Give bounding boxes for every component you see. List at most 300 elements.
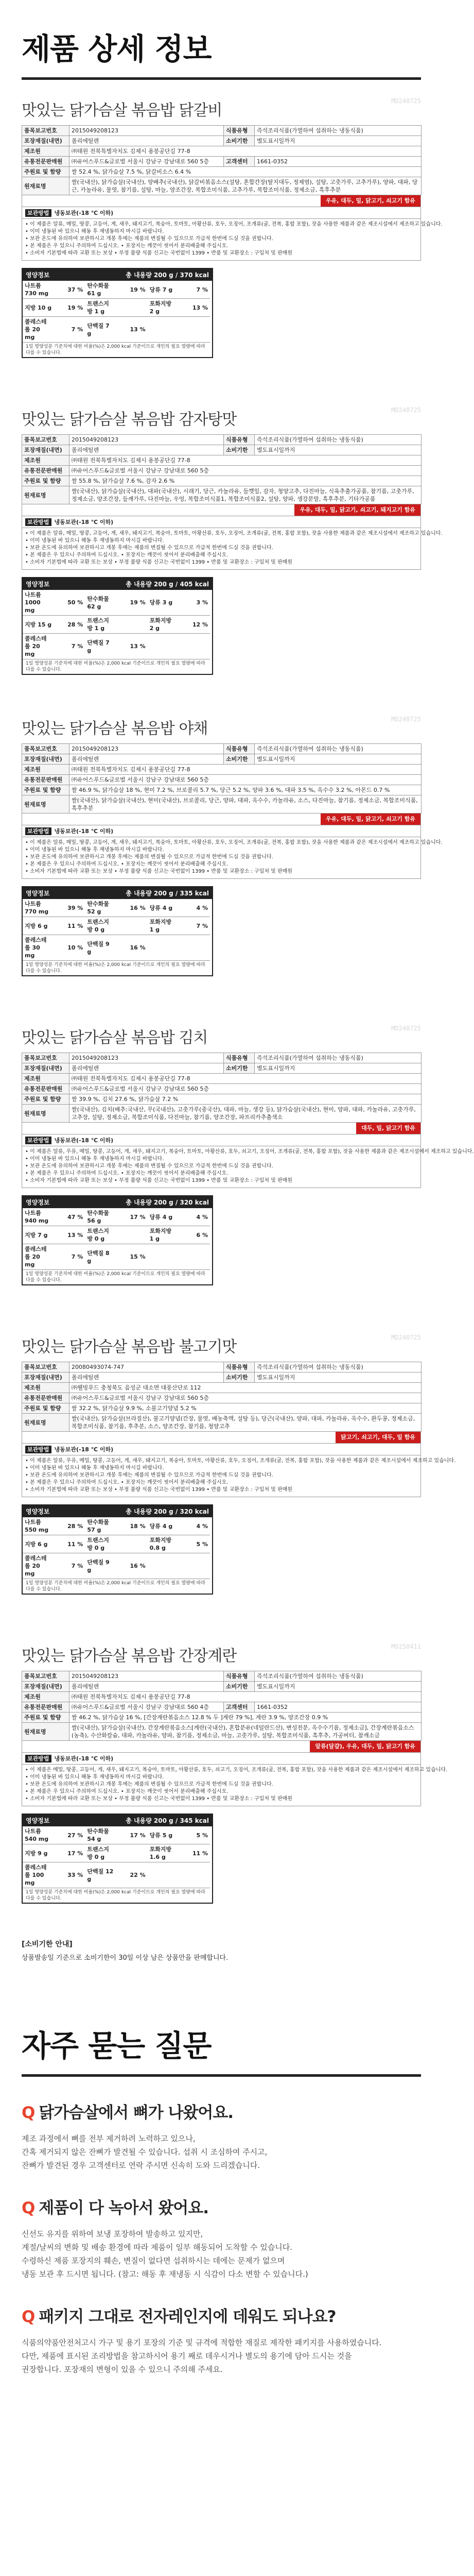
product-section (22, 698, 443, 1007)
info-value: 쌀 32.2 %, 닭가슴살 9.9 %, 소불고기양념 5.2 % (69, 1403, 422, 1414)
info-label: 품목보고번호 (22, 435, 69, 445)
top-bar (0, 0, 443, 11)
sale-info-title: [소비기한 안내] (22, 1940, 73, 1948)
nutrient-percent: 11 % (54, 1535, 85, 1553)
info-value: 2015049208123 (69, 126, 224, 136)
notice-item: • 이미 냉동된 바 있으니 해동 후 재냉동하지 마시길 바랍니다. (25, 1465, 164, 1471)
info-label: 포장재질(내면) (22, 1372, 69, 1383)
info-label: 제조원 (22, 146, 69, 157)
info-row (22, 1682, 422, 1692)
q-icon: Q (22, 2308, 35, 2326)
info-value: 쌀(국내산), 김치(배추:국내산, 무(국내산), 고춧가루(중국산), 대파, 마늘, 생강 등), 닭가슴살(국내산), 현미, 양파, 대파, 카놀라유, 고춧가루, 고추장, 설탕, 정제소금, 복합조미식품, 다진마늘, 참기름, 양조간장, 파프리카추출색소 (69, 1105, 422, 1123)
info-label: 포장재질(내면) (22, 136, 69, 146)
allergy-badge: 알류(달걀), 우유, 대두, 밀, 닭고기 함유 (310, 1741, 420, 1752)
info-label: 제조원 (22, 1383, 69, 1393)
notice-item: • 소비자 기본법에 따라 교환 또는 보상 • 부정 불량 식품 신고는 국번없이 1399 • 반품 및 교환장소 : 구입처 및 판매원 (25, 1796, 292, 1802)
faq-answer-line: 다만, 제품에 표시된 조리방법을 참고하시어 용기 째로 데우시거나 별도의 용기에 담아 드시는 것을 (22, 2351, 352, 2361)
nutrient-percent: 17 % (54, 1844, 85, 1862)
info-value: 폴리에틸렌 (69, 1682, 224, 1692)
nutrition-row (23, 1517, 210, 1535)
info-value: ㈜유어스푸드&글로벌 서울시 강남구 강남대로 560 5층 (69, 775, 422, 785)
info-label: 품목보고번호 (22, 1053, 69, 1063)
nutrient-name: 콜레스테롤 20 mg (23, 1553, 54, 1579)
sale-info-text: 상품발송일 기준으로 소비기한이 30일 이상 남은 상품만을 판매합니다. (22, 1954, 229, 1962)
nutrition-panel (22, 886, 213, 976)
info-label: 식품유형 (224, 744, 255, 754)
nutrient-percent: 7 % (179, 281, 210, 299)
notice-item: • 이 제품은 알류, 우유, 메밀, 땅콩, 고등어, 게, 새우, 돼지고기, 복숭아, 토마토, 아황산류, 호두, 쇠고기, 오징어, 조개류(굴, 전복, 홍합 포함), 잣을 사용한 제품과 같은 제조시설에서 제조하고 있습니다. (25, 1149, 474, 1155)
nutrient-name (148, 1244, 179, 1270)
nutrition-table (23, 1517, 210, 1579)
info-row (22, 146, 422, 157)
nutrient-percent (179, 1862, 210, 1888)
info-row (22, 126, 422, 136)
nutrient-percent: 7 % (54, 1244, 85, 1270)
product-notice-box (22, 1432, 456, 1497)
product-section (22, 389, 443, 698)
info-row (22, 1362, 422, 1372)
nutrition-header (23, 269, 212, 281)
nutrient-percent: 19 % (116, 590, 148, 616)
info-value: ㈜웰빙푸드 충청북도 음성군 대소면 대풍산단로 112 (69, 1383, 422, 1393)
product-name: 맛있는 닭가슴살 볶음밥 야채 (22, 720, 208, 738)
storage-value: 냉동보관(-18 ℃ 이하) (54, 1755, 114, 1762)
nutrient-percent: 17 % (116, 1208, 148, 1226)
product-code: MD240725 (391, 716, 421, 723)
info-label: 주원료 및 함량 (22, 785, 69, 795)
info-value: 별도표시일까지 (255, 445, 422, 455)
info-value: ㈜태원 전북특별자치도 김제시 용봉공단길 77-8 (69, 455, 422, 466)
product-notice-box (22, 1741, 448, 1806)
nutrition-title: 영양정보 (26, 1199, 50, 1206)
nutrition-row (23, 1826, 210, 1844)
info-row (22, 455, 422, 466)
nutrient-name: 콜레스테롤 20 mg (23, 317, 54, 343)
info-row (22, 1084, 422, 1094)
info-label: 고객센터 (224, 157, 255, 167)
info-label: 제조원 (22, 1692, 69, 1702)
allergy-line (22, 1432, 420, 1444)
faq-question-text: 제품이 다 녹아서 왔어요. (39, 2199, 208, 2217)
nutrition-panel (22, 1504, 213, 1595)
info-value: 별도표시일까지 (255, 1063, 422, 1074)
info-value: 2015049208123 (69, 435, 224, 445)
notice-item: • 보관 온도에 유의하여 보관하시고 개봉 후에는 제품의 변질될 수 있으므로 가급적 한번에 드실 것을 권합니다. (25, 545, 273, 551)
nutrient-name: 당류 4 g (148, 1208, 179, 1226)
notice-item: • 이미 냉동된 바 있으니 해동 후 재냉동하지 마시길 바랍니다. (25, 229, 164, 234)
faq-answer-line: 수령하신 제품 포장지의 훼손, 변질이 없다면 섭취하시는 데에는 문제가 없으며 (22, 2256, 285, 2265)
faq-answer (22, 2227, 421, 2281)
notice-item: • 이 제품은 알류, 메밀, 땅콩, 고등어, 게, 새우, 돼지고기, 복숭아, 토마토, 아황산류, 호두, 오징어, 조개류(굴, 전복, 홍합 포함), 잣을 사용한 제품과 같은 제조시설에서 제조하고 있습니다. (25, 840, 443, 845)
product-section (22, 80, 443, 389)
info-value: 별도표시일까지 (255, 1682, 422, 1692)
allergy-badge: 우유, 대두, 밀, 닭고기, 쇠고기, 돼지고기 함유 (294, 504, 420, 516)
storage-info (22, 1134, 420, 1146)
info-label: 포장재질(내면) (22, 754, 69, 765)
info-value: 즉석조리식품(가열하여 섭취하는 냉동식품) (255, 1671, 422, 1682)
storage-label: 보관방법 (25, 1446, 51, 1453)
info-label: 유통전문판매원 (22, 775, 69, 785)
info-label: 원재료명 (22, 1414, 69, 1432)
nutrient-percent (179, 317, 210, 343)
notice-item: • 소비자 기본법에 따라 교환 또는 보상 • 부정 불량 식품 신고는 국번없이 1399 • 반품 및 교환장소 : 구입처 및 판매원 (25, 1178, 292, 1183)
nutrition-title: 영양정보 (26, 581, 50, 588)
nutrient-name: 지방 6 g (23, 917, 54, 935)
info-row (22, 795, 422, 814)
faq-list (0, 2099, 443, 2376)
info-label: 원재료명 (22, 1723, 69, 1741)
storage-info (22, 207, 420, 219)
info-label: 소비기한 (224, 1682, 255, 1692)
info-label: 주원료 및 함량 (22, 1094, 69, 1105)
nutrient-name: 트랜스지방 0 g (85, 917, 116, 935)
product-header (22, 1316, 421, 1362)
notice-item: • 소비자 기본법에 따라 교환 또는 보상 • 부정 불량 식품 신고는 국번없이 1399 • 반품 및 교환장소 : 구입처 및 판매원 (25, 560, 292, 565)
info-value: 쌀 46.2 %, 닭가슴살 16 %, [간장계란볶음소스 12.8 % 두 ]계란 79 %], 계란 3.9 %, 양조간장 0.9 % (69, 1713, 422, 1723)
info-value: 폴리에틸렌 (69, 754, 224, 765)
notice-item: • 본 제품은 우 있으니 주의하여 드십시오. • 포장지는 깨끗이 씻어서 분리배출해 주십시오. (25, 1480, 229, 1485)
product-notice-box (22, 814, 443, 879)
storage-value: 냉동보관(-18 ℃ 이하) (54, 828, 114, 835)
info-row (22, 1393, 422, 1403)
nutrient-percent (116, 616, 148, 634)
nutrient-percent: 4 % (179, 1208, 210, 1226)
product-code: MD250411 (391, 1643, 421, 1650)
info-label: 포장재질(내면) (22, 445, 69, 455)
info-value: 20080493074-747 (69, 1362, 224, 1372)
info-label: 원재료명 (22, 486, 69, 504)
nutrient-percent: 27 % (54, 1826, 85, 1844)
info-value: ㈜유어스푸드&글로벌 서울시 강남구 강남대로 560 5층 (69, 466, 422, 476)
info-row (22, 744, 422, 754)
info-row (22, 476, 422, 486)
info-row (22, 1414, 422, 1432)
info-value: 즉석조리식품(가열하여 섭취하는 냉동식품) (255, 744, 422, 754)
nutrient-percent (179, 1244, 210, 1270)
info-row (22, 1105, 422, 1123)
product-info-table (22, 434, 422, 504)
nutrient-percent: 13 % (54, 1226, 85, 1244)
nutrition-header (23, 1196, 212, 1208)
notice-item: • 본 제품은 우 있으니 주의하여 드십시오. • 포장지는 깨끗이 씻어서 분리배출해 주십시오. (25, 243, 229, 249)
nutrition-footnote: 1일 영양성분 기준치에 대한 비율(%)은 2,000 kcal 기준이므로 개인의 필요 열량에 따라 다를 수 있습니다. (26, 1581, 205, 1592)
info-row (22, 1053, 422, 1063)
nutrient-name: 나트륨 770 mg (23, 899, 54, 917)
nutrient-name: 콜레스테롤 30 mg (23, 935, 54, 961)
info-label: 소비기한 (224, 754, 255, 765)
product-name: 맛있는 닭가슴살 볶음밥 불고기맛 (22, 1338, 237, 1356)
notice-item: • 소비자 기본법에 따라 교환 또는 보상 • 부정 불량 식품 신고는 국번없이 1399 • 반품 및 교환장소 : 구입처 및 판매원 (25, 250, 292, 256)
nutrition-header (23, 578, 212, 590)
info-row (22, 1723, 422, 1741)
nutrient-percent: 13 % (179, 299, 210, 317)
info-value: 별도표시일까지 (255, 1372, 422, 1383)
nutrition-row (23, 1862, 210, 1888)
nutrient-name: 단백질 9 g (85, 1553, 116, 1579)
info-value: 쌀 46.9 %, 닭가슴살 18 %, 현미 7.2 %, 브로콜리 5.7 %, 당근 5.2 %, 양파 3.6 %, 대파 3.5 %, 옥수수 3.2 %, 아몬드 0.7 % (69, 785, 422, 795)
notice-list (22, 219, 443, 260)
nutrition-panel (22, 1195, 213, 1285)
notice-item: • 이미 냉동된 바 있으니 해동 후 재냉동하지 마시길 바랍니다. (25, 847, 164, 853)
nutrient-percent: 37 % (54, 281, 85, 299)
notice-item: • 본 제품은 우 있으니 주의하여 드십시오. • 포장지는 깨끗이 씻어서 분리배출해 주십시오. (25, 1789, 229, 1794)
storage-info (22, 825, 420, 837)
nutrition-title: 영양정보 (26, 1508, 50, 1515)
info-label: 원재료명 (22, 1105, 69, 1123)
info-row (22, 157, 422, 167)
nutrient-name: 지방 6 g (23, 1535, 54, 1553)
info-label: 품목보고번호 (22, 1362, 69, 1372)
nutrient-name: 포화지방 1.6 g (148, 1844, 179, 1862)
notice-item: • 본 제품은 우 있으니 주의하여 드십시오. • 포장지는 깨끗이 씻어서 분리배출해 주십시오. (25, 1171, 229, 1176)
notice-item: • 보관 온도에 유의하여 보관하시고 개봉 후에는 제품의 변질될 수 있으므로 가급적 한번에 드실 것을 권합니다. (25, 1163, 273, 1169)
nutrient-percent: 22 % (116, 1862, 148, 1888)
nutrition-row (23, 899, 210, 917)
nutrient-name: 포화지방 1 g (148, 1226, 179, 1244)
info-row (22, 167, 422, 177)
nutrient-name: 단백질 9 g (85, 935, 116, 961)
notice-list (22, 1455, 456, 1497)
storage-value: 냉동보관(-18 ℃ 이하) (54, 1446, 114, 1453)
nutrient-percent (116, 1535, 148, 1553)
info-row (22, 754, 422, 765)
info-value: ㈜태원 전북특별자치도 김제시 용봉공단길 77-8 (69, 146, 422, 157)
faq-answer-line: 간혹 제거되지 않은 잔뼈가 발견될 수 있습니다. 섭취 시 조심하여 주시고, (22, 2147, 268, 2157)
product-name: 맛있는 닭가슴살 볶음밥 감자탕맛 (22, 411, 237, 429)
notice-item: • 이 제품은 알류, 메밀, 땅콩, 고등어, 게, 새우, 돼지고기, 복숭아, 토마토, 아황산류, 호두, 오징어, 조개류(굴, 전복, 홍합 포함), 잣을 사용한 제품과 같은 제조시설에서 제조하고 있습니다. (25, 222, 443, 227)
info-value: 1661-0352 (255, 157, 422, 167)
nutrient-name: 탄수화물 57 g (85, 1517, 116, 1535)
faq-underline (22, 2074, 421, 2077)
faq-item (22, 2099, 421, 2172)
notice-item: • 보관 온도에 유의하여 보관하시고 개봉 후에는 제품의 변질될 수 있으므로 가급적 한번에 드실 것을 권합니다. (25, 1472, 273, 1478)
product-header (22, 1625, 421, 1671)
info-label: 식품유형 (224, 1362, 255, 1372)
info-row (22, 1403, 422, 1414)
nutrition-table (23, 590, 210, 659)
info-row (22, 1383, 422, 1393)
nutrition-footnote: 1일 영양성분 기준치에 대한 비율(%)은 2,000 kcal 기준이므로 개인의 필요 열량에 따라 다를 수 있습니다. (26, 661, 205, 672)
notice-list (22, 1765, 448, 1806)
allergy-badge: 닭고기, 쇠고기, 대두, 밀 함유 (336, 1432, 420, 1443)
product-info-table (22, 1671, 422, 1741)
product-info-table (22, 1362, 422, 1432)
allergy-badge: 우유, 대두, 밀, 닭고기, 쇠고기 함유 (321, 195, 420, 207)
product-code: MD240725 (391, 406, 421, 414)
nutrition-row (23, 1553, 210, 1579)
product-name: 맛있는 닭가슴살 볶음밥 간장계란 (22, 1647, 237, 1665)
product-section (22, 1007, 474, 1316)
nutrient-percent: 28 % (54, 1517, 85, 1535)
info-label: 제조원 (22, 455, 69, 466)
nutrient-name: 나트륨 730 mg (23, 281, 54, 299)
info-label: 제조원 (22, 1074, 69, 1084)
notice-item: • 소비자 기본법에 따라 교환 또는 보상 • 부정 불량 식품 신고는 국번없이 1399 • 반품 및 교환장소 : 구입처 및 판매원 (25, 1487, 292, 1493)
notice-item: • 본 제품은 우 있으니 주의하여 드십시오. • 포장지는 깨끗이 씻어서 분리배출해 주십시오. (25, 861, 229, 867)
faq-title: 자주 묻는 질문 (22, 2028, 212, 2063)
info-value: 2015049208123 (69, 744, 224, 754)
allergy-line (22, 1741, 420, 1753)
nutrient-percent: 13 % (116, 634, 148, 659)
info-value: 별도표시일까지 (255, 754, 422, 765)
storage-value: 냉동보관(-18 ℃ 이하) (54, 519, 114, 526)
nutrient-percent: 16 % (116, 935, 148, 961)
info-row (22, 775, 422, 785)
nutrient-name: 포화지방 2 g (148, 616, 179, 634)
faq-answer (22, 2336, 421, 2376)
info-value: 쌀(국내산), 닭가슴살(국내산), 현미(국내산), 브로콜리, 당근, 양파, 대파, 옥수수, 카놀라유, 소스, 다진마늘, 참기름, 정제소금, 복합조미식품, 흑후추분 (69, 795, 422, 814)
notice-list (22, 1146, 474, 1188)
allergy-line (22, 814, 420, 825)
storage-label: 보관방법 (25, 518, 51, 526)
nutrient-name: 지방 15 g (23, 616, 54, 634)
nutrient-percent: 7 % (54, 317, 85, 343)
q-icon: Q (22, 2199, 35, 2217)
storage-value: 냉동보관(-18 ℃ 이하) (54, 1137, 114, 1144)
info-label: 주원료 및 함량 (22, 167, 69, 177)
info-value: 폴리에틸렌 (69, 445, 224, 455)
nutrient-percent: 7 % (54, 634, 85, 659)
storage-label: 보관방법 (25, 1137, 51, 1144)
nutrient-name: 트랜스지방 0 g (85, 1535, 116, 1553)
nutrient-percent: 16 % (116, 899, 148, 917)
nutrition-row (23, 616, 210, 634)
info-label: 소비기한 (224, 1063, 255, 1074)
info-value: 폴리에틸렌 (69, 1063, 224, 1074)
nutrition-row (23, 317, 210, 343)
product-section (22, 1316, 456, 1625)
notice-item: • 이미 냉동된 바 있으니 해동 후 재냉동하지 마시길 바랍니다. (25, 1774, 164, 1780)
faq-answer-line: 계절/날씨의 변화 및 배송 환경에 따라 제품이 일부 해동되어 도착할 수 있습니다. (22, 2243, 292, 2252)
allergy-badge: 대두, 밀, 닭고기 함유 (356, 1123, 420, 1134)
info-value: 즉석조리식품(가열하여 섭취하는 냉동식품) (255, 1362, 422, 1372)
nutrient-name: 당류 7 g (148, 281, 179, 299)
info-value: ㈜태원 전북특별자치도 김제시 용봉공단길 77-8 (69, 1074, 422, 1084)
info-row (22, 1074, 422, 1084)
q-icon: Q (22, 2104, 35, 2122)
nutrient-name: 탄수화물 62 g (85, 590, 116, 616)
nutrient-percent: 47 % (54, 1208, 85, 1226)
nutrition-total: 총 내용량 200 g / 370 kcal (126, 272, 209, 279)
nutrient-percent (116, 299, 148, 317)
info-label: 주원료 및 함량 (22, 1713, 69, 1723)
nutrient-percent: 6 % (179, 1226, 210, 1244)
nutrient-name: 포화지방 2 g (148, 299, 179, 317)
nutrition-total: 총 내용량 200 g / 320 kcal (126, 1199, 209, 1206)
notice-item: • 보관 온도에 유의하여 보관하시고 개봉 후에는 제품의 변질될 수 있으므로 가급적 한번에 드실 것을 권합니다. (25, 236, 273, 242)
allergy-line (22, 195, 420, 207)
info-value: 1661-0352 (255, 1702, 422, 1713)
nutrient-name: 트랜스지방 0 g (85, 1844, 116, 1862)
faq-answer-line: 권장합니다. 포장재의 변형이 있을 수 있으니 주의해 주세요. (22, 2365, 223, 2374)
info-value: 즉석조리식품(가열하여 섭취하는 냉동식품) (255, 126, 422, 136)
storage-value: 냉동보관(-18 ℃ 이하) (54, 210, 114, 216)
notice-item: • 이 제품은 알류, 메밀, 땅콩, 고등어, 게, 새우, 돼지고기, 복숭아, 토마토, 아황산류, 호두, 오징어, 조개류(굴, 전복, 홍합 포함), 잣을 사용한 제품과 같은 제조시설에서 제조하고 있습니다. (25, 531, 443, 536)
product-header (22, 1007, 421, 1053)
info-row (22, 765, 422, 775)
nutrition-panel (22, 577, 213, 675)
info-label: 유통전문판매원 (22, 1393, 69, 1403)
info-label: 식품유형 (224, 1671, 255, 1682)
nutrient-percent: 5 % (179, 1535, 210, 1553)
nutrient-percent: 11 % (54, 917, 85, 935)
nutrition-table (23, 1826, 210, 1888)
sale-info (22, 1939, 421, 1962)
nutrition-footnote: 1일 영양성분 기준치에 대한 비율(%)은 2,000 kcal 기준이므로 개인의 필요 열량에 따라 다를 수 있습니다. (26, 344, 205, 355)
nutrition-row (23, 1244, 210, 1270)
notice-item: • 이미 냉동된 바 있으니 해동 후 재냉동하지 마시길 바랍니다. (25, 538, 164, 544)
nutrient-percent: 33 % (54, 1862, 85, 1888)
nutrient-name: 포화지방 1 g (148, 917, 179, 935)
notice-item: • 이 제품은 메밀, 땅콩, 고등어, 게, 새우, 돼지고기, 복숭아, 토마토, 아황산류, 호두, 쇠고기, 오징어, 조개류(굴, 전복, 홍합 포함), 잣을 사용한 제품과 같은 제조시설에서 제조하고 있습니다. (25, 1767, 448, 1773)
nutrient-percent: 50 % (54, 590, 85, 616)
nutrient-percent: 15 % (116, 1244, 148, 1270)
nutrition-header (23, 1815, 212, 1826)
nutrient-name (148, 1553, 179, 1579)
nutrient-name: 당류 4 g (148, 1517, 179, 1535)
nutrient-percent (179, 1553, 210, 1579)
notice-list (22, 837, 443, 878)
nutrition-footnote: 1일 영양성분 기준치에 대한 비율(%)은 2,000 kcal 기준이므로 개인의 필요 열량에 따라 다를 수 있습니다. (26, 962, 205, 974)
nutrient-percent: 3 % (179, 590, 210, 616)
nutrition-row (23, 634, 210, 659)
product-header (22, 389, 421, 434)
storage-label: 보관방법 (25, 827, 51, 835)
nutrition-panel (22, 1814, 213, 1904)
nutrient-percent: 39 % (54, 899, 85, 917)
nutrient-name: 콜레스테롤 20 mg (23, 634, 54, 659)
info-label: 제조원 (22, 765, 69, 775)
nutrition-panel (22, 268, 213, 358)
notice-item: • 보관 온도에 유의하여 보관하시고 개봉 후에는 제품의 변질될 수 있으므로 가급적 한번에 드실 것을 권합니다. (25, 1782, 273, 1787)
nutrient-name (148, 1862, 179, 1888)
nutrient-percent: 16 % (116, 1553, 148, 1579)
nutrient-name: 단백질 7 g (85, 317, 116, 343)
nutrition-total: 총 내용량 200 g / 345 kcal (126, 1817, 209, 1824)
info-row (22, 1692, 422, 1702)
info-value: 쌀(국내산), 닭가슴살(국내산), 간장계란볶음소스[계란(국내산), 혼합분유(네덜란드산), 변성전분, 옥수수기름, 정제소금], 간장계란볶음소스(농축), 수산화칼슘, 대파, 카놀라유, 양파, 참기름, 정제소금, 마늘, 고춧가루, 설탕, 복합조미식품, 흑후추, 가공버터, 참깨소금 (69, 1723, 422, 1741)
info-value: 쌀 55.8 %, 닭가슴살 7.6 %, 감자 2.6 % (69, 476, 422, 486)
nutrient-name: 트랜스지방 1 g (85, 616, 116, 634)
info-row (22, 1372, 422, 1383)
faq-answer-line: 신선도 유지를 위하여 보냉 포장하여 발송하고 있지만, (22, 2229, 203, 2239)
faq-question-text: 패키지 그대로 전자레인지에 데워도 되나요? (39, 2308, 336, 2326)
allergy-line (22, 504, 420, 516)
info-label: 식품유형 (224, 126, 255, 136)
info-value: 쌀(국내산), 닭가슴살(브라질산), 불고기양념(간장, 물엿, 배농축액, 설탕 등), 당근(국내산), 양파, 대파, 카놀라유, 옥수수, 완두콩, 정제소금, 복합조미식품, 참기름, 후추분, 소스, 양조간장, 참기름, 청양고추 (69, 1414, 422, 1432)
info-row (22, 435, 422, 445)
storage-label: 보관방법 (25, 209, 51, 217)
nutrition-row (23, 590, 210, 616)
nutrient-percent: 19 % (54, 299, 85, 317)
info-label: 유통전문판매원 (22, 1084, 69, 1094)
notice-item: • 이미 냉동된 바 있으니 해동 후 재냉동하지 마시길 바랍니다. (25, 1156, 164, 1162)
nutrient-name: 나트륨 940 mg (23, 1208, 54, 1226)
nutrient-name: 나트륨 1000 mg (23, 590, 54, 616)
info-label: 포장재질(내면) (22, 1063, 69, 1074)
product-notice-box (22, 1123, 474, 1188)
nutrient-percent: 4 % (179, 1517, 210, 1535)
nutrient-percent: 12 % (179, 616, 210, 634)
faq-question (22, 2303, 421, 2327)
storage-info (22, 1753, 420, 1765)
storage-info (22, 516, 420, 528)
nutrition-title: 영양정보 (26, 272, 50, 279)
product-code: MD240725 (391, 1025, 421, 1032)
info-value: 쌀 39.9 %, 김치 27.6 %, 닭가슴살 7.2 % (69, 1094, 422, 1105)
info-value: 폴리에틸렌 (69, 136, 224, 146)
info-row (22, 1094, 422, 1105)
